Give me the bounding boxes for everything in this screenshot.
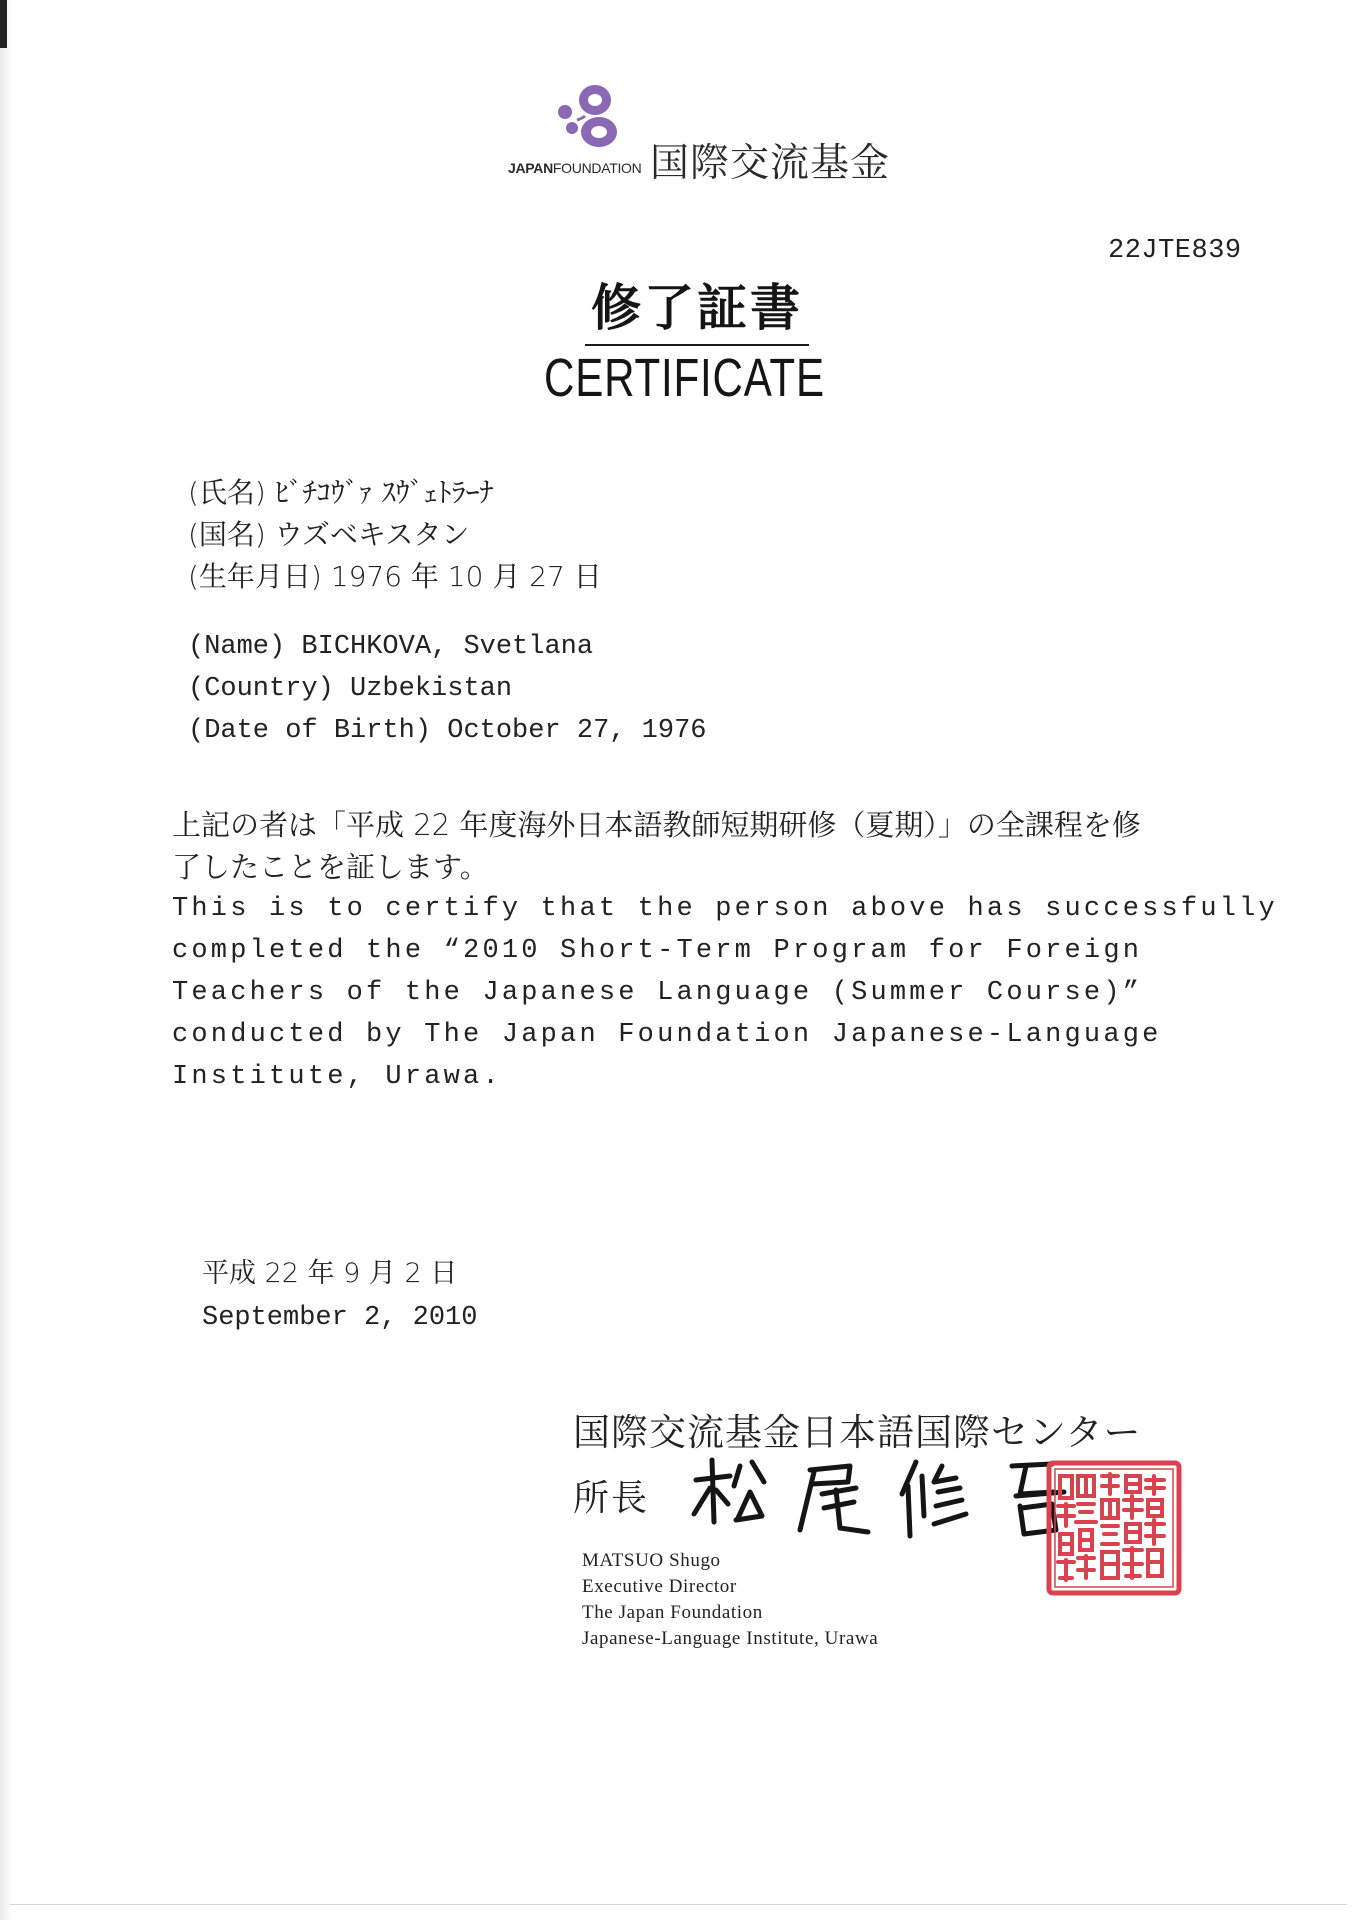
scan-edge <box>0 0 12 1920</box>
issuer-title: Executive Director <box>582 1576 737 1597</box>
scan-mark <box>0 0 7 48</box>
issue-date <box>202 1252 477 1340</box>
logo-english-bold: JAPAN <box>508 160 553 176</box>
detail-country-en: (Country) Uzbekistan <box>188 674 513 704</box>
issue-date-en: September 2, 2010 <box>202 1303 478 1333</box>
issuer-role-jp: 所長 <box>573 1478 650 1519</box>
official-seal-stamp <box>1046 1460 1182 1596</box>
logo-japanese-text: 国際交流基金 <box>650 141 891 186</box>
logo-english-light: FOUNDATION <box>552 160 642 176</box>
details-english <box>188 626 706 752</box>
certification-statement-jp <box>172 804 1252 888</box>
issuer-name: MATSUO Shugo <box>582 1550 721 1571</box>
page-edge-line <box>10 1904 1347 1905</box>
statement-en-line: Institute, Urawa. <box>172 1062 502 1092</box>
statement-jp-line: 了したことを証します。 <box>172 850 489 884</box>
organization-logo <box>500 82 900 186</box>
statement-en-line: completed the “2010 Short-Term Program for Foreign <box>172 936 1143 966</box>
issuer-details-en <box>582 1548 878 1652</box>
butterfly-logo-icon <box>555 82 619 154</box>
title-english: CERTIFICATE <box>544 348 825 408</box>
issuer-organization-jp: 国際交流基金日本語国際センター <box>573 1411 1142 1454</box>
detail-dob-jp: (生年月日) 1976 年 10 月 27 日 <box>188 560 602 593</box>
details-japanese <box>188 472 602 598</box>
issuer-institute: Japanese-Language Institute, Urawa <box>582 1628 879 1649</box>
issue-date-jp: 平成 22 年 9 月 2 日 <box>202 1258 458 1289</box>
issuer-organization: The Japan Foundation <box>582 1602 763 1623</box>
certificate-number: 22JTE839 <box>1108 236 1242 266</box>
detail-country-jp: (国名) ウズベキスタン <box>188 518 470 551</box>
detail-name-en: (Name) BICHKOVA, Svetlana <box>188 632 594 662</box>
certification-statement-en <box>172 888 1278 1098</box>
detail-name-jp: (氏名) ﾋﾞﾁｺｳﾞｧ ｽｳﾞｪﾄﾗｰﾅ <box>188 476 494 509</box>
logo-english-text <box>508 160 642 176</box>
statement-jp-line: 上記の者は「平成 22 年度海外日本語教師短期研修（夏期）」の全課程を修 <box>172 808 1141 842</box>
title-japanese: 修了証書 <box>585 268 809 346</box>
statement-en-line: This is to certify that the person above has successfully <box>172 894 1278 924</box>
statement-en-line: conducted by The Japan Foundation Japanese-Language <box>172 1020 1162 1050</box>
handwritten-signature <box>690 1452 1070 1542</box>
statement-en-line: Teachers of the Japanese Language (Summer Course)” <box>172 978 1143 1008</box>
detail-dob-en: (Date of Birth) October 27, 1976 <box>188 716 707 746</box>
